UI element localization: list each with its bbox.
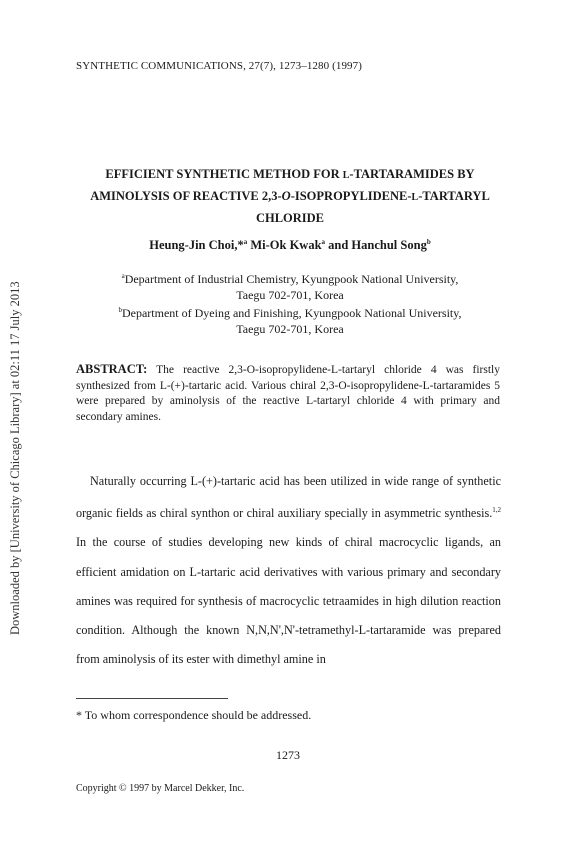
affiliation-a: $^a$Department of Industrial Chemistry, Kyungpook National University, Taegu 702-701, Korea — [121, 272, 459, 302]
body-paragraph: Naturally occurring L-(+)-tartaric acid has been utilized in wide range of synthetic organic fields as chiral synthon or chiral auxiliary specially in asymmetric synthesis.$^{1,2}$ In the course of studies developing new kinds of chiral macrocyclic ligands, an efficient amidation on L-tartaric acid derivatives with various primary and secondary amines was required for synthesis of macrocyclic tetraamides in high dilution reaction condition. Although the known N,N,N',N'-tetramethyl-L-tartaramide was prepared from aminolysis of its ester with dimethyl amine in — [76, 474, 501, 667]
page-number: 1273 — [276, 748, 300, 762]
footnote: * To whom correspondence should be addressed. — [76, 708, 312, 722]
download-watermark: Downloaded by [University of Chicago Library] at 02:11 17 July 2013 — [8, 281, 22, 635]
abstract-text: The reactive 2,3-O-isopropylidene-L-tartaryl chloride 4 was firstly synthesized from L-(+)-tartaric acid. Various chiral 2,3-O-isopropylidene-L-tartaramides 5 were prepared by aminolysis of the reactive L-tartaryl chloride 4 with primary and secondary amines. — [76, 364, 501, 423]
footnote-rule — [76, 698, 228, 699]
title-line-2: AMINOLYSIS OF REACTIVE 2,3-O-ISOPROPYLIDENE-L-TARTARYL — [90, 189, 490, 203]
copyright-line: Copyright © 1997 by Marcel Dekker, Inc. — [76, 783, 245, 794]
affiliation-b: $^b$Department of Dyeing and Finishing, Kyungpook National University, Taegu 702-701, Korea — [118, 306, 462, 336]
author-list: Heung-Jin Choi,*$^a$ Mi-Ok Kwak$^a$ and Hanchul Song$^b$ — [149, 238, 431, 253]
title-line-1: EFFICIENT SYNTHETIC METHOD FOR L-TARTARAMIDES BY — [105, 167, 475, 181]
journal-header: SYNTHETIC COMMUNICATIONS, 27(7), 1273–1280 (1997) — [76, 60, 363, 72]
abstract-label: ABSTRACT: — [76, 362, 148, 376]
article-title — [70, 164, 510, 229]
title-line-3: CHLORIDE — [255, 211, 325, 225]
abstract — [76, 362, 500, 425]
